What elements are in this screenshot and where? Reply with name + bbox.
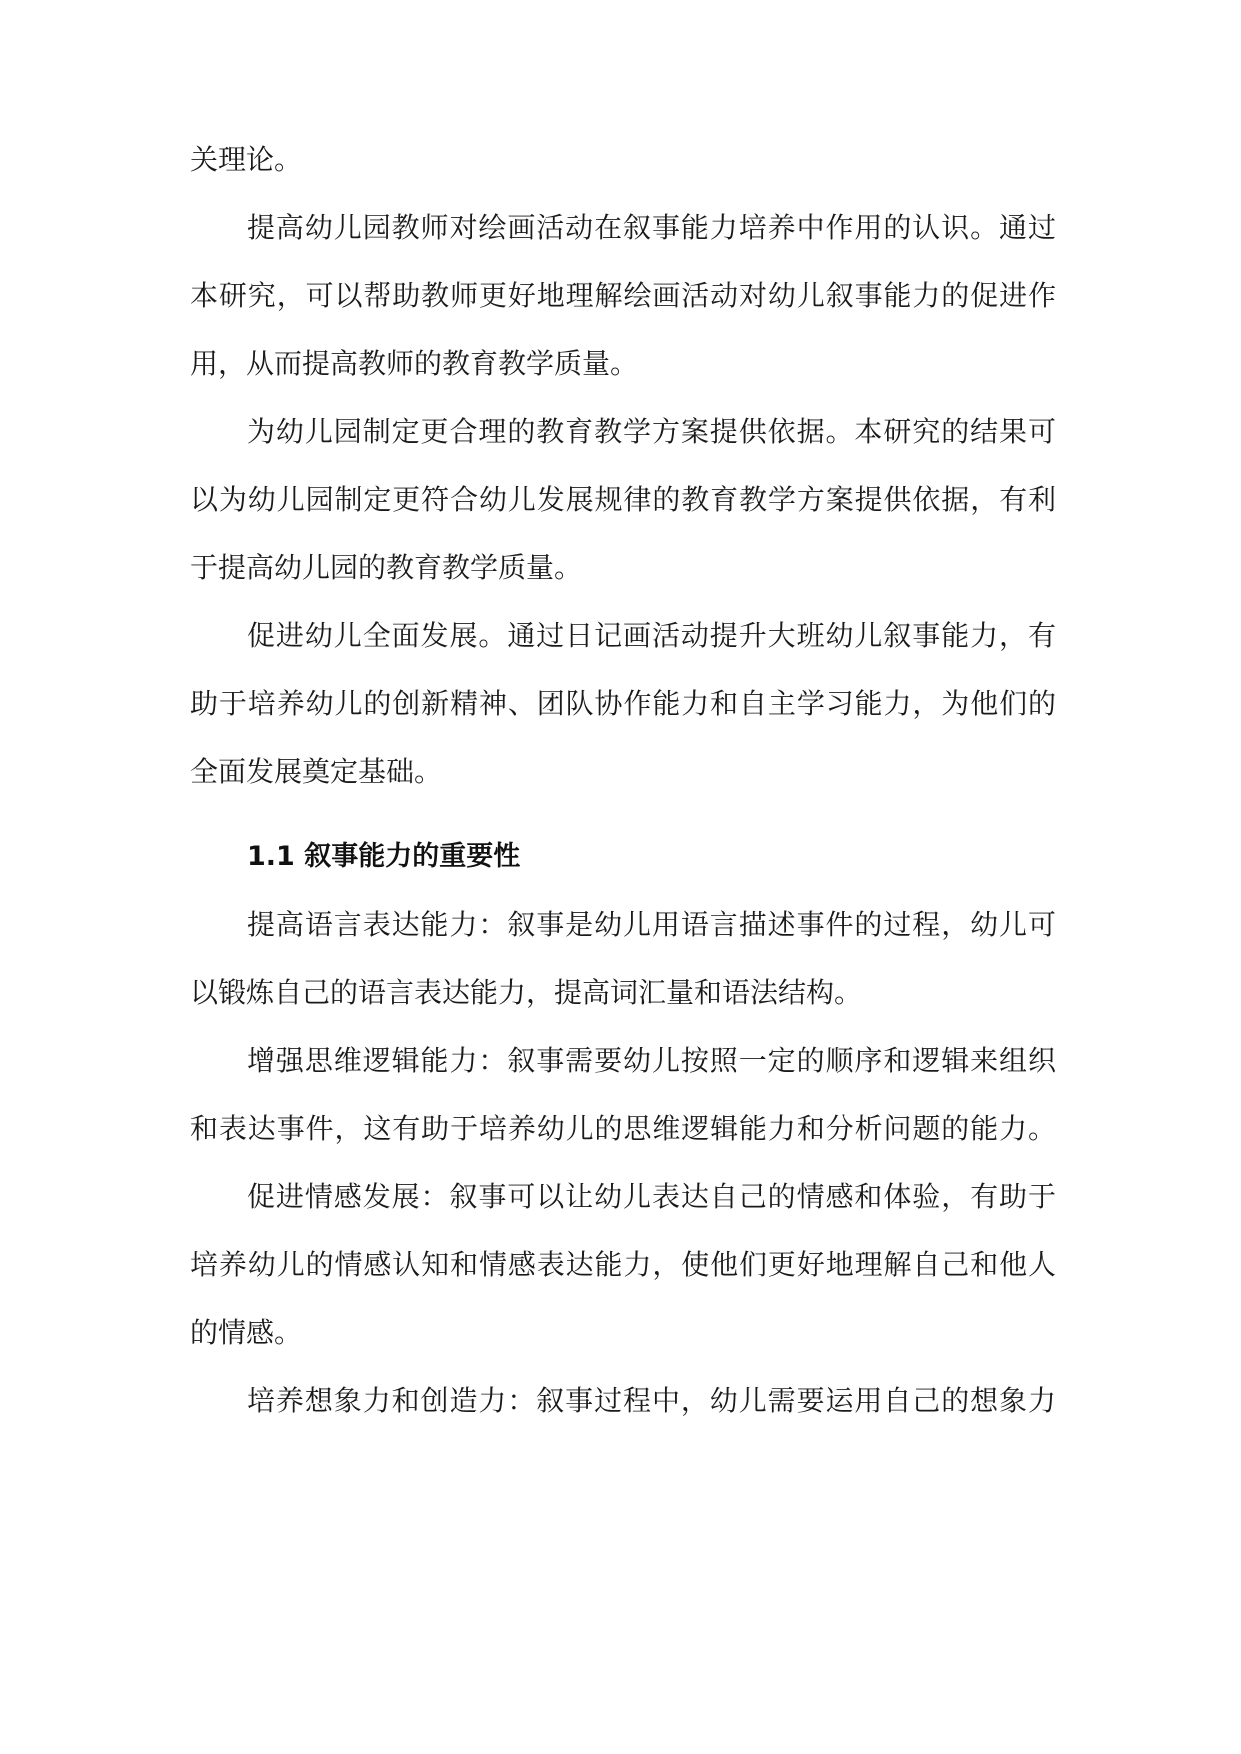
paragraph-line: 关理论。	[190, 143, 303, 176]
paragraph-line: 于提高幼儿园的教育教学质量。	[190, 551, 583, 584]
paragraph-line: 培养想象力和创造力：叙事过程中，幼儿需要运用自己的想象力	[247, 1384, 1056, 1417]
paragraph-line: 提高幼儿园教师对绘画活动在叙事能力培养中作用的认识。通过	[247, 211, 1056, 244]
paragraph-line: 为幼儿园制定更合理的教育教学方案提供依据。本研究的结果可	[247, 415, 1056, 448]
paragraph-line: 和表达事件，这有助于培养幼儿的思维逻辑能力和分析问题的能力。	[190, 1112, 1056, 1145]
paragraph-line: 培养幼儿的情感认知和情感表达能力，使他们更好地理解自己和他人	[190, 1248, 1056, 1281]
section-heading: 1.1 叙事能力的重要性	[247, 841, 521, 872]
paragraph-line: 本研究，可以帮助教师更好地理解绘画活动对幼儿叙事能力的促进作	[190, 279, 1056, 312]
paragraph-line: 增强思维逻辑能力：叙事需要幼儿按照一定的顺序和逻辑来组织	[247, 1044, 1056, 1077]
paragraph-line: 全面发展奠定基础。	[190, 755, 443, 788]
paragraph-line: 以锻炼自己的语言表达能力，提高词汇量和语法结构。	[190, 976, 863, 1009]
paragraph-line: 的情感。	[190, 1316, 303, 1349]
paragraph-line: 用，从而提高教师的教育教学质量。	[190, 347, 639, 380]
paragraph-line: 以为幼儿园制定更符合幼儿发展规律的教育教学方案提供依据，有利	[190, 483, 1056, 516]
paragraph-line: 促进情感发展：叙事可以让幼儿表达自己的情感和体验，有助于	[247, 1180, 1056, 1213]
paragraph-line: 助于培养幼儿的创新精神、团队协作能力和自主学习能力，为他们的	[190, 687, 1056, 720]
paragraph-line: 促进幼儿全面发展。通过日记画活动提升大班幼儿叙事能力，有	[247, 619, 1056, 652]
paragraph-line: 提高语言表达能力：叙事是幼儿用语言描述事件的过程，幼儿可	[247, 908, 1056, 941]
